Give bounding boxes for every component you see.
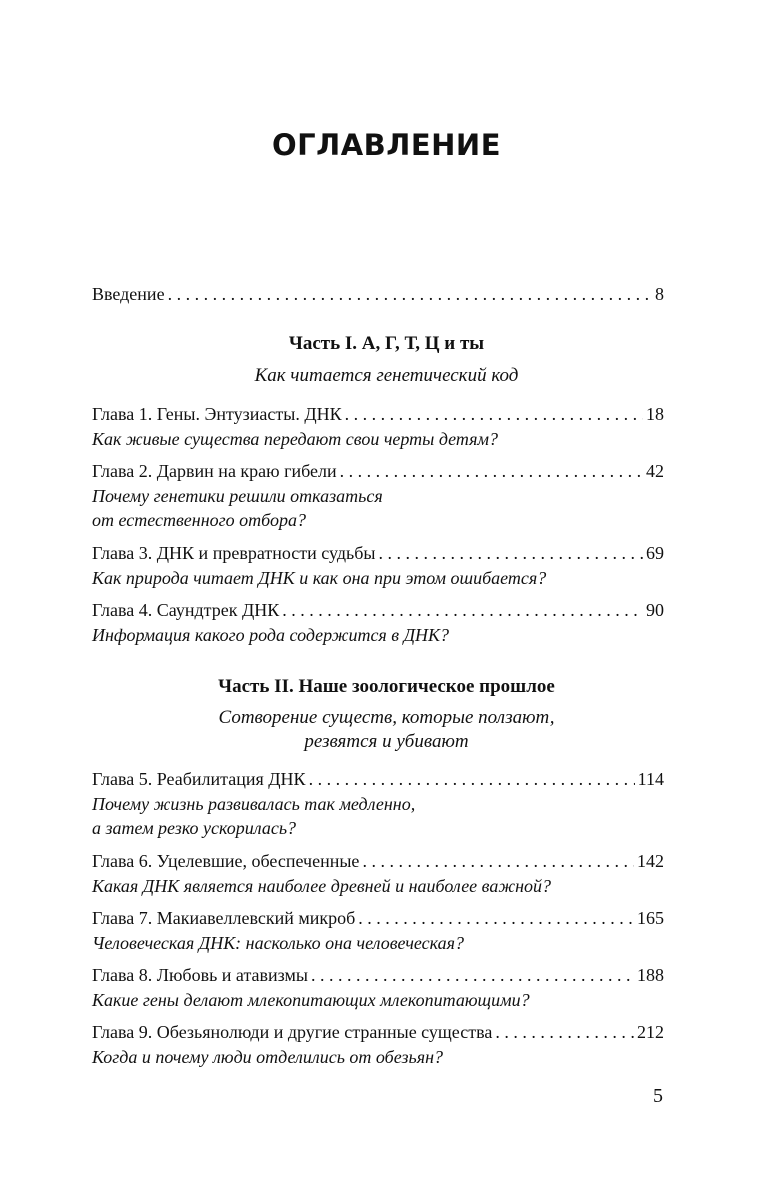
toc-page-number: 114 — [637, 769, 664, 789]
toc-entry-introduction[interactable] — [92, 282, 664, 306]
toc-entry-chapter-9[interactable] — [92, 1020, 664, 1044]
chapter-6-subtitle: Какая ДНК является наиболее древней и наиболее важной? — [92, 876, 552, 896]
chapter-4-subtitle: Информация какого рода содержится в ДНК? — [92, 625, 450, 645]
toc-entry-chapter-8[interactable] — [92, 963, 664, 987]
contents-heading: ОГЛАВЛЕНИЕ — [271, 128, 501, 162]
toc-entry-chapter-2[interactable] — [92, 459, 664, 483]
part-2-title: Часть II. Наше зоологическое прошлое — [218, 676, 555, 697]
toc-entry-chapter-1[interactable] — [92, 402, 664, 426]
chapter-2-subtitle-line-1: Почему генетики решили отказаться — [92, 486, 383, 506]
dot-leader — [168, 282, 652, 306]
toc-entry-title: Глава 9. Обезьянолюди и другие странные существа — [92, 1022, 493, 1042]
toc-entry-title: Глава 4. Саундтрек ДНК — [92, 600, 280, 620]
chapter-3-subtitle: Как природа читает ДНК и как она при этом ошибается? — [92, 568, 547, 588]
toc-entry-title: Глава 5. Реабилитация ДНК — [92, 769, 306, 789]
page-number: 5 — [653, 1085, 663, 1107]
toc-entry-chapter-6[interactable] — [92, 849, 664, 873]
chapter-2-subtitle-line-2: от естественного отбора? — [92, 510, 306, 530]
chapter-5-subtitle-line-2: а затем резко ускорилась? — [92, 818, 297, 838]
chapter-5-subtitle-line-1: Почему жизнь развивалась так медленно, — [92, 794, 416, 814]
dot-leader — [340, 459, 643, 483]
toc-entry-title: Глава 3. ДНК и превратности судьбы — [92, 543, 376, 563]
toc-entry-title: Глава 6. Уцелевшие, обеспеченные — [92, 851, 360, 871]
toc-page-number: 165 — [637, 908, 664, 928]
dot-leader — [311, 963, 634, 987]
part-1-title: Часть I. А, Г, Т, Ц и ты — [288, 333, 485, 354]
chapter-7-subtitle: Человеческая ДНК: насколько она человеческая? — [92, 933, 464, 953]
toc-page-number: 188 — [637, 965, 664, 985]
chapter-1-subtitle: Как живые существа передают свои черты детям? — [92, 429, 499, 449]
toc-entry-title: Глава 8. Любовь и атавизмы — [92, 965, 308, 985]
toc-entry-chapter-7[interactable] — [92, 906, 664, 930]
dot-leader — [379, 541, 643, 565]
toc-page-number: 90 — [646, 600, 664, 620]
toc-page-number: 18 — [646, 404, 664, 424]
toc-entry-title: Введение — [92, 284, 165, 304]
dot-leader — [345, 402, 643, 426]
toc-page-number: 69 — [646, 543, 664, 563]
dot-leader — [309, 767, 635, 791]
toc-entry-chapter-4[interactable] — [92, 598, 664, 622]
dot-leader — [358, 906, 634, 930]
toc-entry-chapter-3[interactable] — [92, 541, 664, 565]
toc-page-number: 142 — [637, 851, 664, 871]
dot-leader — [495, 1020, 634, 1044]
dot-leader — [282, 598, 643, 622]
toc-page-number: 8 — [655, 284, 664, 304]
toc-page-number: 212 — [637, 1022, 664, 1042]
toc-entry-title: Глава 1. Гены. Энтузиасты. ДНК — [92, 404, 342, 424]
toc-page-number: 42 — [646, 461, 664, 481]
toc-entry-title: Глава 7. Макиавеллевский микроб — [92, 908, 356, 928]
part-2-subtitle-line-1: Сотворение существ, которые ползают, — [218, 707, 555, 728]
chapter-9-subtitle: Когда и почему люди отделились от обезьян? — [92, 1047, 443, 1067]
part-1-subtitle: Как читается генетический код — [254, 365, 519, 386]
dot-leader — [362, 849, 634, 873]
chapter-8-subtitle: Какие гены делают млекопитающих млекопитающими? — [92, 990, 530, 1010]
toc-entry-chapter-5[interactable] — [92, 767, 664, 791]
part-2-subtitle-line-2: резвятся и убивают — [304, 731, 469, 752]
toc-entry-title: Глава 2. Дарвин на краю гибели — [92, 461, 337, 481]
